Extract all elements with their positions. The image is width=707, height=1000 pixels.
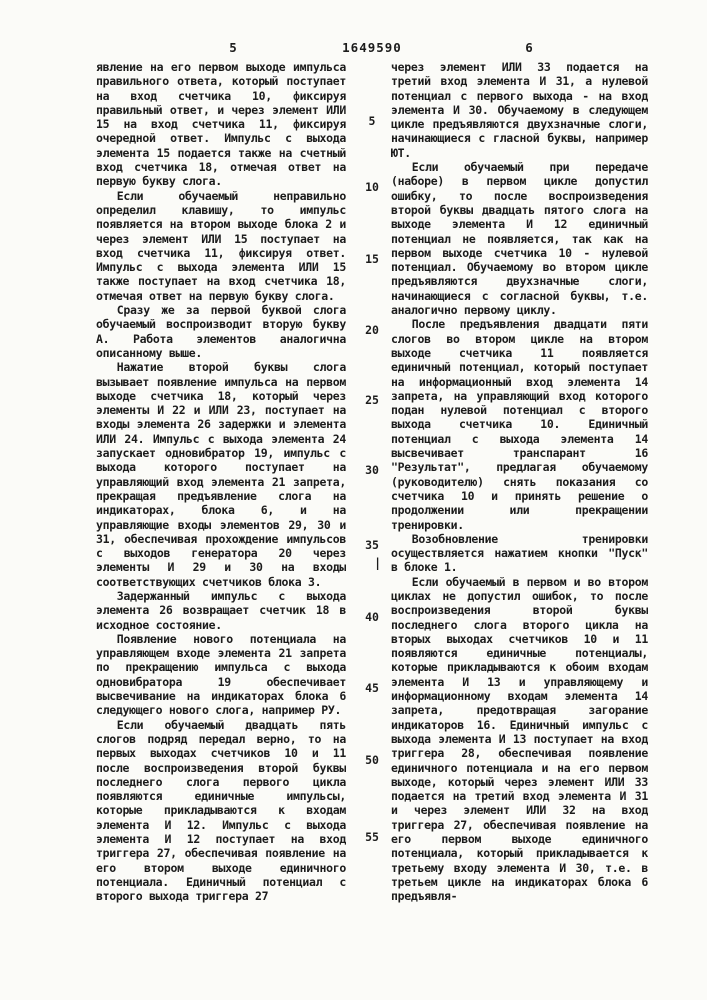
- gutter-line-number: 45: [365, 681, 379, 695]
- gutter-line-number: 55: [365, 830, 379, 844]
- paragraph: Сразу же за первой буквой слога обучаемый воспроизводит вторую букву А. Работа элементов аналогична описанному выше.: [96, 303, 346, 360]
- page-number-right: 6: [525, 40, 533, 55]
- gutter-tick-mark: |: [374, 556, 382, 570]
- gutter-line-number: 25: [365, 393, 379, 407]
- gutter-line-number: 15: [365, 252, 379, 266]
- gutter-line-number: 10: [365, 180, 379, 194]
- paragraph: явление на его первом выходе импульса правильного ответа, который поступает на вход счетчика 10, фиксируя правильный ответ, и через элемент ИЛИ 15 на вход счетчика 11, фиксируя очередной ответ. Импульс с выхода элемента 15 подается также на счетный вход счетчика 18, отмечая ответ на первую букву слога.: [96, 60, 346, 189]
- paragraph: Появление нового потенциала на управляющем входе элемента 21 запрета по прекращению импульса с выхода одновибратора 19 обеспечивает высвечивание на индикаторах блока 6 следующего нового слога, например РУ.: [96, 631, 346, 718]
- paragraph: Если обучаемый при передаче (наборе) в первом цикле допустил ошибку, то после воспроизведения второй буквы двадцать пятого слога на выходе элемента И 12 единичный потенциал не появляется, так как на первом выходе счетчика 10 - нулевой потенциал. Обучаемому во втором цикле предъявляются двухзначные слоги, начинающиеся с согласной буквы, т.е. аналогично первому циклу.: [391, 160, 648, 318]
- gutter-line-number: 50: [365, 753, 379, 767]
- paragraph: После предъявления двадцати пяти слогов во втором цикле на втором выходе счетчика 11 появляется единичный потенциал, который поступает на информационный вход элемента 14 запрета, на управляющий вход которого подан нулевой потенциал с второго выхода счетчика 10. Единичный потенциал с выхода элемента 14 высвечивает транспарант 16 "Результат", предлагая обучаемому (руководителю) снять показания со счетчика 10 и принять решение о продолжении или прекращении тренировки.: [391, 317, 648, 532]
- right-column: [391, 60, 648, 940]
- paragraph: Если обучаемый неправильно определил клавишу, то импульс появляется на втором выходе блока 2 и через элемент ИЛИ 15 поступает на вход счетчика 11, фиксируя ответ. Импульс с выхода элемента ИЛИ 15 также поступает на вход счетчика 18, отмечая ответ на первую букву слога.: [96, 188, 346, 303]
- gutter-line-number: 20: [365, 323, 379, 337]
- paragraph: Если обучаемый двадцать пять слогов подряд передал верно, то на первых выходах счетчиков 10 и 11 после воспроизведения второй буквы последнего слога первого цикла появляются единичные импульсы, которые прикладываются к входам элемента И 12. Импульс с выхода элемента И 12 поступает на вход триггера 27, обеспечивая появление на его втором выходе единичного потенциала. Единичный потенциал с второго выхода триггера 27: [96, 717, 346, 904]
- paragraph: Нажатие второй буквы слога вызывает появление импульса на первом выходе счетчика 18, который через элементы И 22 и ИЛИ 23, поступает на входы элемента 26 задержки и элемента ИЛИ 24. Импульс с выхода элемента 24 запускает одновибратор 19, импульс с выхода которого поступает на управляющий вход элемента 21 запрета, прекращая предъявление слога на индикаторах, блока 6, и на управляющие входы элементов 29, 30 и 31, обеспечивая прохождение импульсов с выходов генератора 20 через элементы И 29 и 30 на входы соответствующих счетчиков блока 3.: [96, 360, 346, 589]
- page-number-left: 5: [229, 40, 237, 55]
- patent-number: 1649590: [342, 40, 402, 55]
- gutter-line-number: 40: [365, 610, 379, 624]
- page-header: [0, 40, 707, 58]
- gutter-line-number: 35: [365, 538, 379, 552]
- paragraph: Возобновление тренировки осуществляется нажатием кнопки "Пуск" в блоке 1.: [391, 531, 648, 575]
- gutter-line-number: 5: [368, 114, 376, 128]
- gutter-line-number: 30: [365, 463, 379, 477]
- paragraph: Если обучаемый в первом и во втором циклах не допустил ошибок, то после воспроизведения второй буквы последнего слога второго цикла на вторых выходах счетчиков 10 и 11 появляются единичные потенциалы, которые прикладываются к обоим входам элемента И 13 и управляющему и информационному входам элемента 14 запрета, предотвращая загорание индикаторов 16. Единичный импульс с выхода элемента И 13 поступает на вход триггера 28, обеспечивая появление единичного потенциала и на его первом выходе, который через элемент ИЛИ 33 подается на третий вход элемента И 31 и через элемент ИЛИ 32 на вход триггера 27, обеспечивая появление на его первом выходе единичного потенциала, который прикладывается к третьему входу элемента И 30, т.е. в третьем цикле на индикаторах блока 6 предъявля-: [391, 574, 648, 904]
- paragraph: через элемент ИЛИ 33 подается на третий вход элемента И 31, а нулевой потенциал с первого выхода - на вход элемента И 30. Обучаемому в следующем цикле предъявляются двухзначные слоги, начинающиеся с гласной буквы, например ЮТ.: [391, 60, 648, 160]
- paragraph: Задержанный импульс с выхода элемента 26 возвращает счетчик 18 в исходное состояние.: [96, 588, 346, 632]
- left-column: [96, 60, 346, 940]
